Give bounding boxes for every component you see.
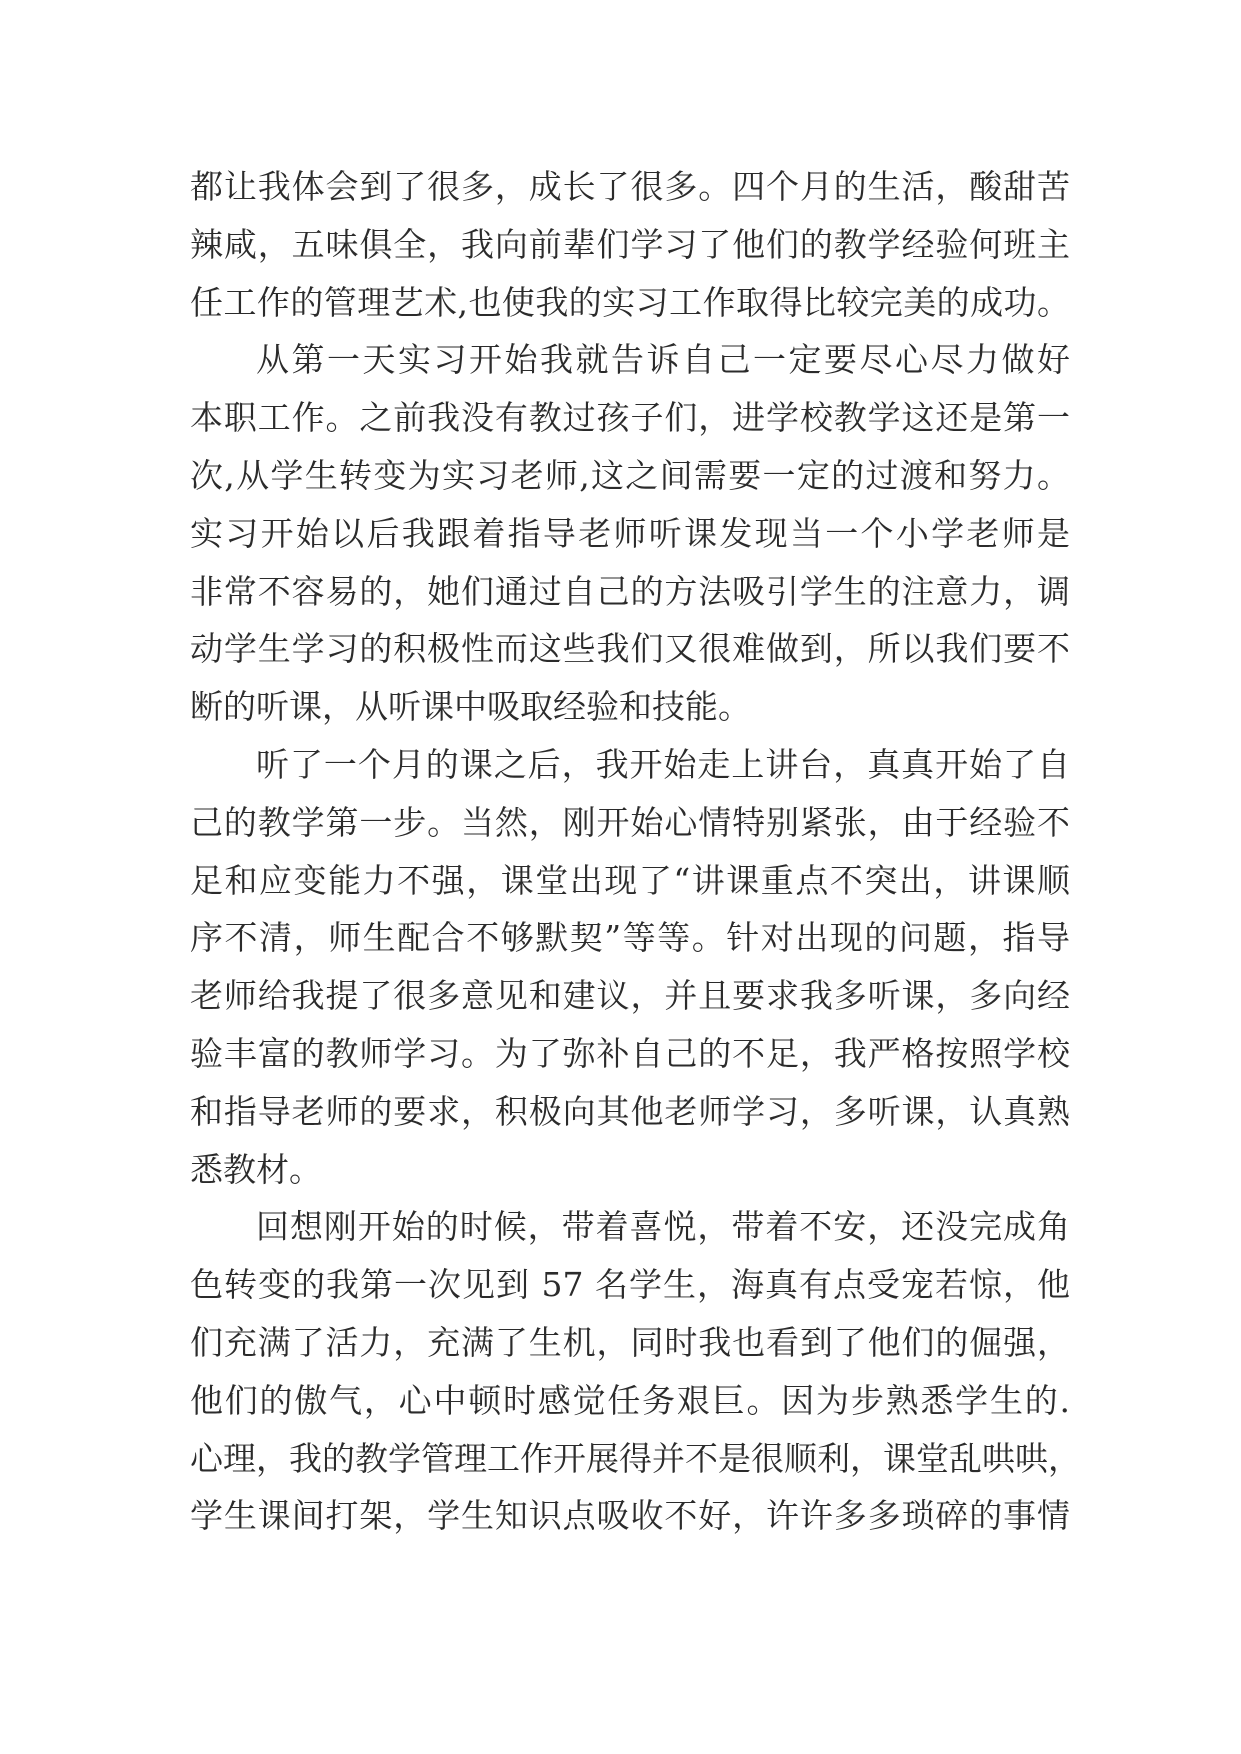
text-line-6: 次,从学生转变为实习老师,这之间需要一定的过渡和努力。 [190, 455, 1070, 495]
text-line-5: 本职工作。之前我没有教过孩子们，进学校教学这还是第一 [190, 398, 1070, 438]
text-line-4: 从第一天实习开始我就告诉自己一定要尽心尽力做好 [256, 340, 1070, 380]
text-line-23: 心理，我的教学管理工作开展得并不是很顺利，课堂乱哄哄， [190, 1438, 1081, 1478]
text-line-9: 动学生学习的积极性而这些我们又很难做到，所以我们要不 [190, 629, 1070, 669]
text-line-10: 断的听课，从听课中吸取经验和技能。 [190, 687, 751, 727]
text-line-1: 都让我体会到了很多，成长了很多。四个月的生活，酸甜苦 [190, 167, 1070, 206]
text-line-3: 任工作的管理艺术,也使我的实习工作取得比较完美的成功。 [190, 282, 1070, 322]
text-line-2: 辣咸，五味俱全，我向前辈们学习了他们的教学经验何班主 [190, 224, 1070, 264]
text-line-11: 听了一个月的课之后，我开始走上讲台，真真开始了自 [256, 744, 1070, 784]
text-line-21: 们充满了活力，充满了生机，同时我也看到了他们的倔强， [190, 1322, 1070, 1362]
text-line-15: 老师给我提了很多意见和建议，并且要求我多听课，多向经 [190, 976, 1070, 1016]
text-line-13: 足和应变能力不强，课堂出现了“讲课重点不突出，讲课顺 [190, 860, 1070, 900]
text-line-8: 非常不容易的，她们通过自己的方法吸引学生的注意力，调 [190, 571, 1070, 611]
text-line-18: 悉教材。 [190, 1149, 322, 1189]
body-text [190, 158, 1081, 1545]
text-line-16: 验丰富的教师学习。为了弥补自己的不足，我严格按照学校 [190, 1033, 1070, 1073]
text-line-7: 实习开始以后我跟着指导老师听课发现当一个小学老师是 [190, 513, 1070, 553]
text-line-17: 和指导老师的要求，积极向其他老师学习，多听课，认真熟 [190, 1091, 1070, 1131]
text-line-12: 己的教学第一步。当然，刚开始心情特别紧张，由于经验不 [190, 802, 1070, 842]
text-line-22: 他们的傲气，心中顿时感觉任务艰巨。因为步熟悉学生的. [190, 1380, 1070, 1420]
text-line-24: 学生课间打架，学生知识点吸收不好，许许多多琐碎的事情 [190, 1496, 1070, 1536]
text-line-14: 序不清，师生配合不够默契”等等。针对出现的问题，指导 [190, 918, 1070, 958]
text-line-19: 回想刚开始的时候，带着喜悦，带着不安，还没完成角 [256, 1207, 1070, 1247]
text-line-20: 色转变的我第一次见到 57 名学生，海真有点受宠若惊，他 [190, 1265, 1070, 1305]
